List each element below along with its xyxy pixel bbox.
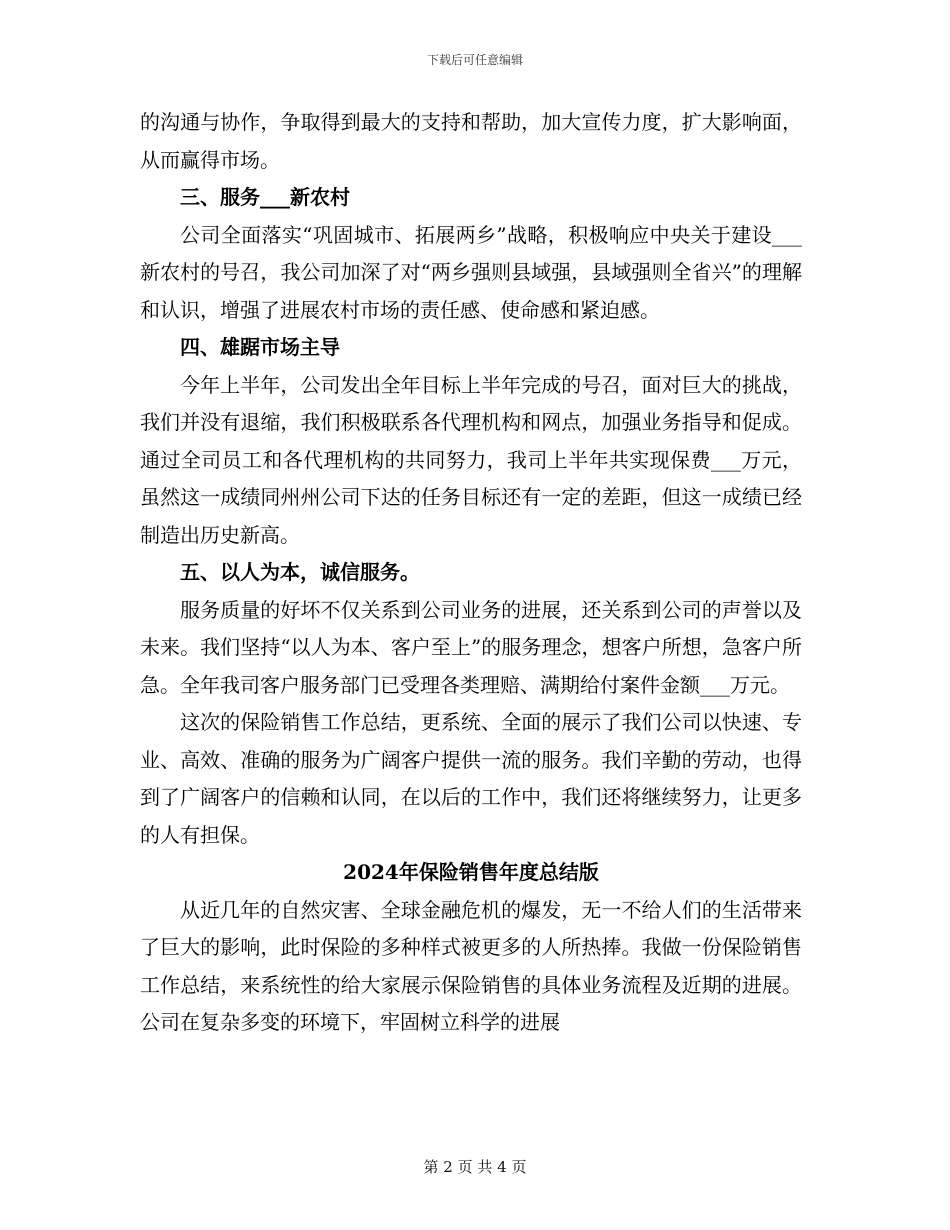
section-body-5: 服务质量的好坏不仅关系到公司业务的进展，还关系到公司的声誉以及未来。我们坚持“以人为本、客户至上”的服务理念，想客户所想，急客户所急。全年我司客户服务部门已受理各类理赔、满期给付案件金额___万元。 xyxy=(140,597,802,697)
section-body-4: 今年上半年，公司发出全年目标上半年完成的号召，面对巨大的挑战，我们并没有退缩，我们积极联系各代理机构和网点，加强业务指导和促成。通过全司员工和各代理机构的共同努力，我司上半年共实现保费___万元，虽然这一成绩同州州公司下达的任务目标还有一定的差距，但这一成绩已经制造出历史新高。 xyxy=(140,372,802,547)
section-heading-3: 三、服务___新农村 xyxy=(180,185,350,209)
section-body-3: 公司全面落实“巩固城市、拓展两乡”战略，积极响应中央关于建设___新农村的号召，我公司加深了对“两乡强则县域强，县域强则全省兴”的理解和认识，增强了进展农村市场的责任感、使命感和紧迫感。 xyxy=(140,222,802,322)
document-body xyxy=(140,104,802,1042)
paragraph-continuation: 的沟通与协作，争取得到最大的支持和帮助，加大宣传力度，扩大影响面，从而赢得市场。 xyxy=(140,110,802,172)
document-title: 2024年保险销售年度总结版 xyxy=(343,860,599,884)
section-heading-4: 四、雄踞市场主导 xyxy=(180,335,340,359)
page-number: 第 2 页 共 4 页 xyxy=(423,1158,527,1176)
section-heading-5: 五、以人为本，诚信服务。 xyxy=(180,560,420,584)
page-header-note: 下载后可任意编辑 xyxy=(426,53,523,67)
closing-paragraph: 这次的保险销售工作总结，更系统、全面的展示了我们公司以快速、专业、高效、准确的服务为广阔客户提供一流的服务。我们辛勤的劳动，也得到了广阔客户的信赖和认同，在以后的工作中，我们还将继续努力，让更多的人有担保。 xyxy=(140,710,802,847)
intro-paragraph: 从近几年的自然灾害、全球金融危机的爆发，无一不给人们的生活带来了巨大的影响，此时保险的多种样式被更多的人所热捧。我做一份保险销售工作总结，来系统性的给大家展示保险销售的具体业务流程及近期的进展。公司在复杂多变的环境下，牢固树立科学的进展 xyxy=(140,897,802,1034)
